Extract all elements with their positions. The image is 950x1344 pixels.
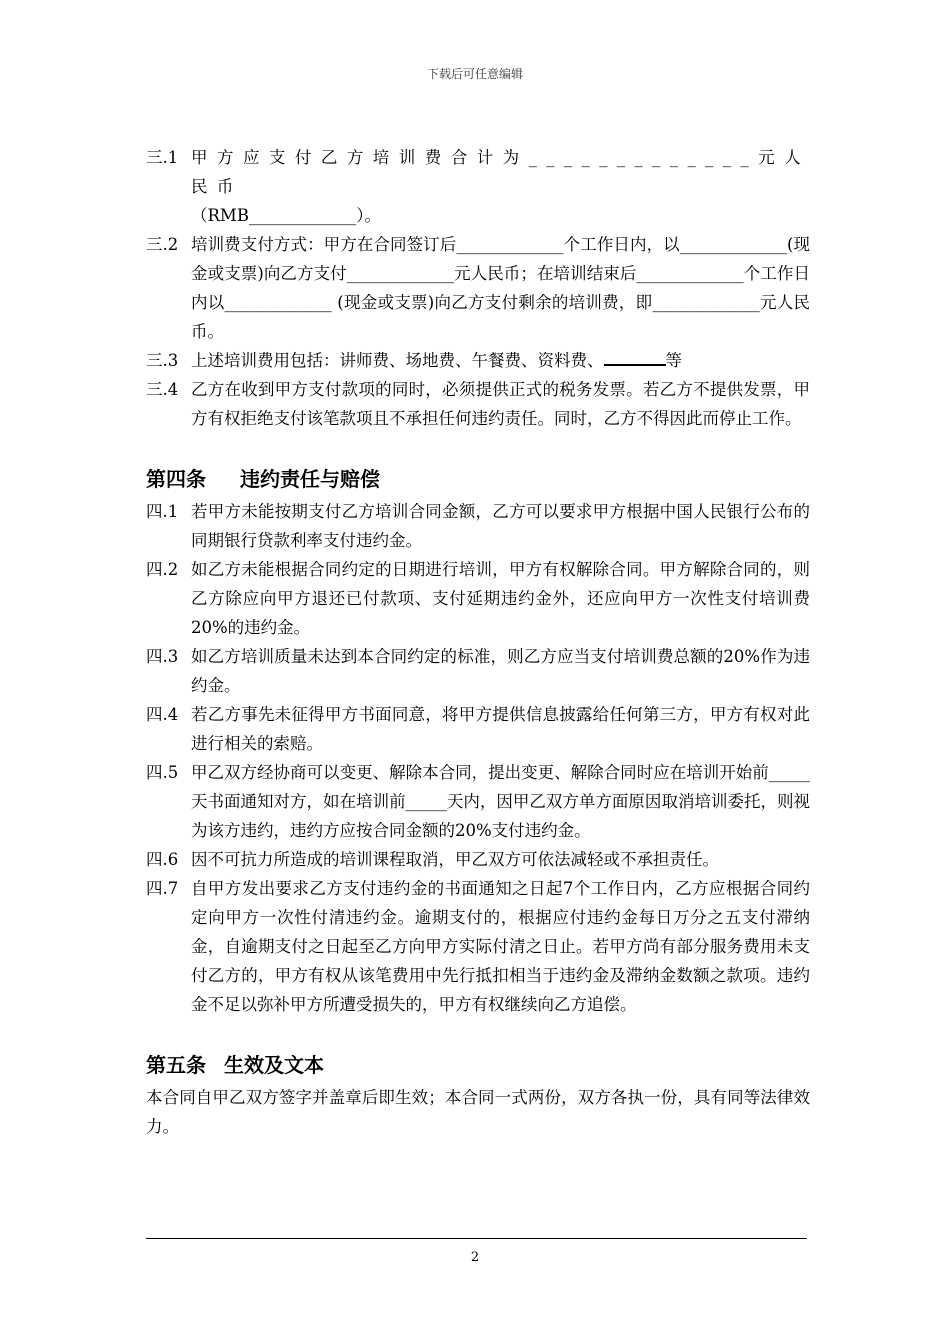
clause-text-line2: （RMB_____________）。 [191, 206, 381, 225]
clause-number: 三.3 [146, 351, 179, 370]
clause-number: 四.1 [146, 502, 179, 521]
clause-4-4 [146, 700, 810, 758]
clause-text: 如乙方未能根据合同约定的日期进行培训，甲方有权解除合同。甲方解除合同的，则乙方除应向甲方退还已付款项、支付延期违约金外，还应向甲方一次性支付培训费20%的违约金。 [191, 560, 810, 637]
footer-divider [146, 1238, 807, 1239]
clause-4-2 [146, 555, 810, 642]
clause-4-7 [146, 874, 810, 1019]
clause-4-3 [146, 642, 810, 700]
clause-number: 四.7 [146, 879, 179, 898]
section-number: 第四条 [146, 467, 206, 491]
clause-number: 三.4 [146, 380, 179, 399]
clause-text: 自甲方发出要求乙方支付违约金的书面通知之日起7个工作日内，乙方应根据合同约定向甲方一次性付清违约金。逾期支付的，根据应付违约金每日万分之五支付滞纳金，自逾期支付之日起至乙方向甲方实际付清之日止。若甲方尚有部分服务费用未支付乙方的，甲方有权从该笔费用中先行抵扣相当于违约金及滞纳金数额之款项。违约金不足以弥补甲方所遭受损失的，甲方有权继续向乙方追偿。 [191, 879, 810, 1014]
clause-number: 三.2 [146, 235, 179, 254]
section-5-text: 本合同自甲乙双方签字并盖章后即生效；本合同一式两份，双方各执一份，具有同等法律效力。 [146, 1088, 810, 1136]
clause-4-6 [146, 845, 810, 874]
clause-3-4 [146, 375, 810, 433]
clause-text: 如乙方培训质量未达到本合同约定的标准，则乙方应当支付培训费总额的20%作为违约金。 [191, 647, 810, 695]
clause-text: 因不可抗力所造成的培训课程取消，甲乙双方可依法减轻或不承担责任。 [191, 850, 719, 869]
clause-3-1 [146, 143, 810, 230]
clause-text: 若甲方未能按期支付乙方培训合同金额，乙方可以要求甲方根据中国人民银行公布的同期银行贷款利率支付违约金。 [191, 502, 810, 550]
clause-text-end: 等 [665, 351, 682, 370]
clause-text: 培训费支付方式：甲方在合同签订后_____________个工作日内，以_____________(现金或支票)向乙方支付_____________元人民币；在培训结束后_____________个工作日内以_____________ (现金或支票)向乙方支付剩余的培训费，即_____________元人民币。 [191, 235, 810, 341]
clause-4-5 [146, 758, 810, 845]
clause-4-1 [146, 497, 810, 555]
clause-number: 四.3 [146, 647, 179, 666]
clause-3-3 [146, 346, 810, 375]
page-number: 2 [470, 1250, 480, 1265]
clause-text-line1: 甲方应支付乙方培训费合计为_____________元人民币 [191, 148, 810, 196]
section-title: 生效及文本 [224, 1053, 324, 1077]
clause-text: 甲乙双方经协商可以变更、解除本合同，提出变更、解除合同时应在培训开始前_____天书面通知对方，如在培训前_____天内，因甲乙双方单方面原因取消培训委托，则视为该方违约，违约方应按合同金额的20%支付违约金。 [191, 763, 810, 840]
clause-text: 乙方在收到甲方支付款项的同时，必须提供正式的税务发票。若乙方不提供发票，甲方有权拒绝支付该笔款项且不承担任何违约责任。同时，乙方不得因此而停止工作。 [191, 380, 810, 428]
clause-number: 四.6 [146, 850, 179, 869]
page-header: 下载后可任意编辑 [426, 67, 523, 81]
section-4-heading [146, 463, 810, 495]
section-5-heading [146, 1049, 810, 1081]
section-title: 违约责任与赔偿 [240, 467, 380, 491]
clause-text: 若乙方事先未征得甲方书面同意，将甲方提供信息披露给任何第三方，甲方有权对此进行相关的索赔。 [191, 705, 810, 753]
clause-number: 四.4 [146, 705, 179, 724]
clause-3-2 [146, 230, 810, 346]
section-number: 第五条 [146, 1053, 206, 1077]
clause-text: 上述培训费用包括：讲师费、场地费、午餐费、资料费、 [191, 351, 604, 370]
document-body [146, 143, 810, 1141]
clause-number: 四.2 [146, 560, 179, 579]
clause-number: 四.5 [146, 763, 179, 782]
fee-item-blank[interactable] [604, 364, 666, 366]
clause-number: 三.1 [146, 148, 179, 167]
